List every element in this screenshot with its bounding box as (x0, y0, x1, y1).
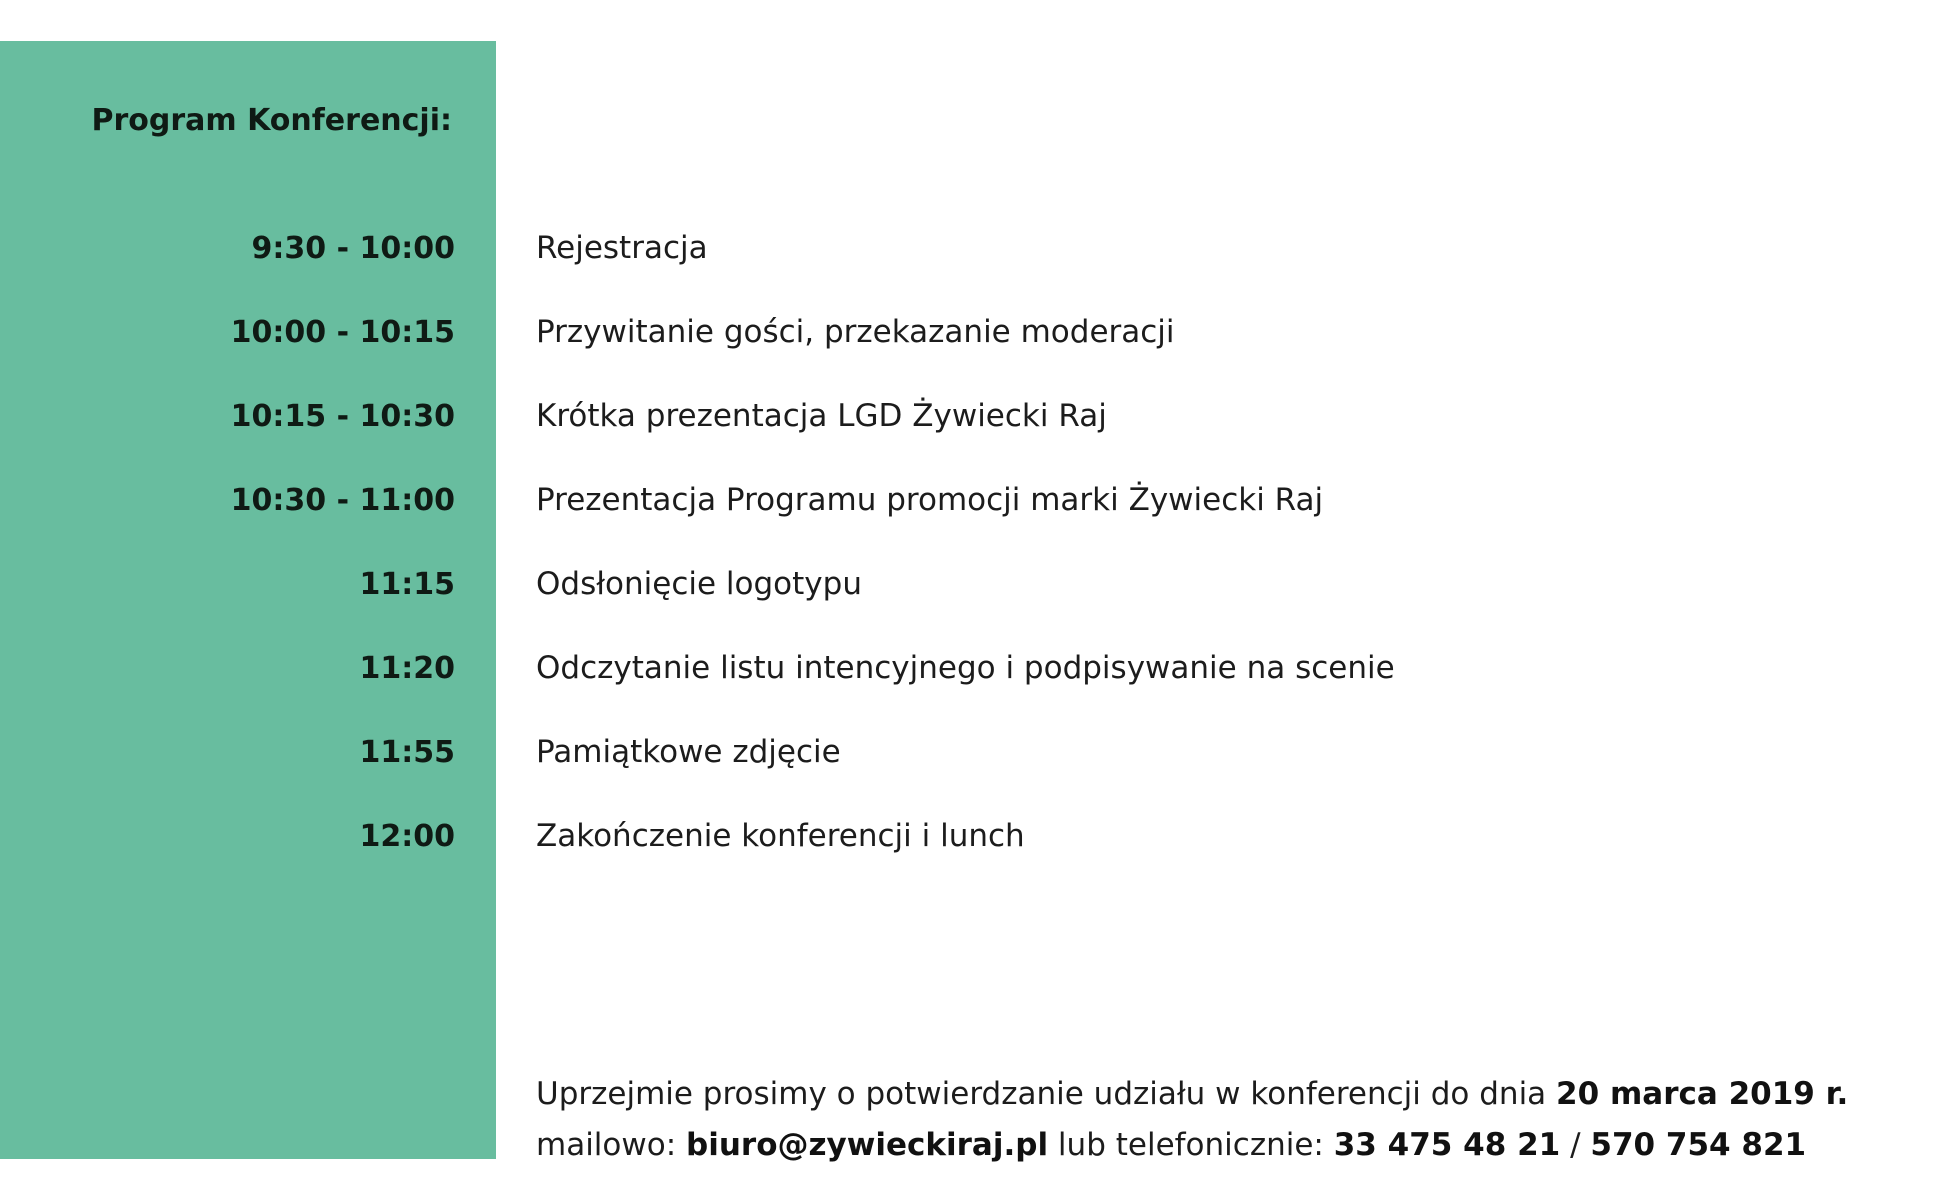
contact-phone-2[interactable]: 570 754 821 (1590, 1127, 1807, 1163)
phone-separator: / (1560, 1127, 1591, 1163)
contact-prefix: mailowo: (536, 1127, 687, 1163)
contact-email[interactable]: biuro@zywieckiraj.pl (686, 1127, 1049, 1163)
schedule-item-title: Krótka prezentacja LGD Żywiecki Raj (536, 398, 1107, 434)
contact-line (536, 1127, 1806, 1163)
schedule-time: 9:30 - 10:00 (251, 231, 455, 266)
schedule-time: 12:00 (359, 819, 455, 854)
schedule-item-title: Prezentacja Programu promocji marki Żywiecki Raj (536, 482, 1324, 518)
schedule-item-title: Przywitanie gości, przekazanie moderacji (536, 314, 1175, 350)
contact-middle: lub telefonicznie: (1048, 1127, 1334, 1163)
schedule-item-title: Pamiątkowe zdjęcie (536, 734, 841, 770)
schedule-item-title: Odczytanie listu intencyjnego i podpisywanie na scenie (536, 650, 1395, 686)
schedule-time: 10:30 - 11:00 (230, 483, 455, 518)
rsvp-deadline: 20 marca 2019 r. (1556, 1076, 1849, 1112)
schedule-item-title: Odsłonięcie logotypu (536, 566, 862, 602)
schedule-item-title: Rejestracja (536, 230, 708, 266)
schedule-time: 11:55 (359, 735, 455, 770)
schedule-time: 11:20 (359, 651, 455, 686)
rsvp-text: Uprzejmie prosimy o potwierdzanie udziału w konferencji do dnia (536, 1076, 1557, 1112)
schedule-item-title: Zakończenie konferencji i lunch (536, 818, 1025, 854)
schedule-time: 10:15 - 10:30 (230, 399, 455, 434)
schedule-time: 10:00 - 10:15 (230, 315, 455, 350)
contact-phone-1[interactable]: 33 475 48 21 (1333, 1127, 1561, 1163)
rsvp-line (536, 1076, 1848, 1112)
schedule-time: 11:15 (359, 567, 455, 602)
program-heading: Program Konferencji: (91, 103, 452, 138)
